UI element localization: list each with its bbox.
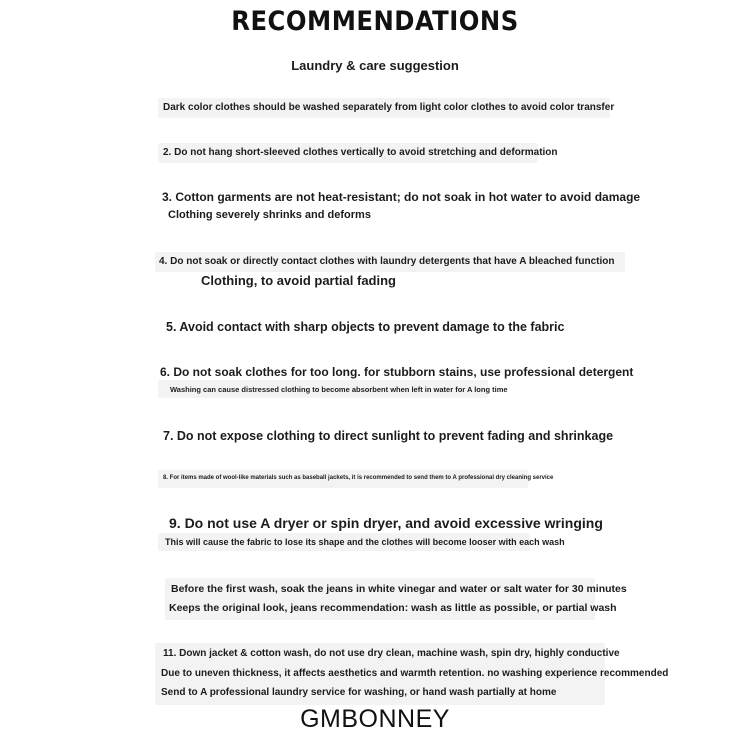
care-item-7: 7. Do not expose clothing to direct sunlight to prevent fading and shrinkage bbox=[163, 429, 614, 443]
care-item-6: 6. Do not soak clothes for too long. for stubborn stains, use professional detergent bbox=[160, 365, 634, 379]
care-item-2: 2. Do not hang short-sleeved clothes vertically to avoid stretching and deformation bbox=[163, 147, 558, 158]
care-item-6-note: Washing can cause distressed clothing to become absorbent when left in water for A long time bbox=[170, 385, 508, 394]
page-subtitle: Laundry & care suggestion bbox=[291, 58, 459, 73]
care-item-5: 5. Avoid contact with sharp objects to prevent damage to the fabric bbox=[166, 320, 565, 334]
care-item-10-note: Keeps the original look, jeans recommendation: wash as little as possible, or partial wash bbox=[169, 602, 617, 614]
page-title: RECOMMENDATIONS bbox=[231, 6, 519, 37]
care-item-11: 11. Down jacket & cotton wash, do not use dry clean, machine wash, spin dry, highly conductive bbox=[163, 648, 620, 659]
care-item-9-note: This will cause the fabric to lose its shape and the clothes will become looser with each wash bbox=[165, 537, 565, 547]
care-item-4-note: Clothing, to avoid partial fading bbox=[201, 273, 396, 288]
care-item-4: 4. Do not soak or directly contact clothes with laundry detergents that have A bleached function bbox=[159, 256, 615, 267]
care-item-11-note-2: Send to A professional laundry service for washing, or hand wash partially at home bbox=[161, 687, 557, 698]
care-item-3: 3. Cotton garments are not heat-resistant; do not soak in hot water to avoid damage bbox=[162, 190, 641, 204]
care-item-10: Before the first wash, soak the jeans in white vinegar and water or salt water for 30 minutes bbox=[171, 583, 627, 595]
care-item-1: Dark color clothes should be washed separately from light color clothes to avoid color transfer bbox=[163, 102, 615, 113]
care-item-8: 8. For items made of wool-like materials such as baseball jackets, it is recommended to send them to A professional dry cleaning service bbox=[163, 475, 554, 481]
care-item-11-note-1: Due to uneven thickness, it affects aesthetics and warmth retention. no washing experience recommended bbox=[161, 668, 669, 679]
care-item-3-note: Clothing severely shrinks and deforms bbox=[168, 209, 371, 221]
care-item-9: 9. Do not use A dryer or spin dryer, and avoid excessive wringing bbox=[169, 515, 603, 531]
brand-logo: GMBONNEY bbox=[300, 705, 450, 733]
